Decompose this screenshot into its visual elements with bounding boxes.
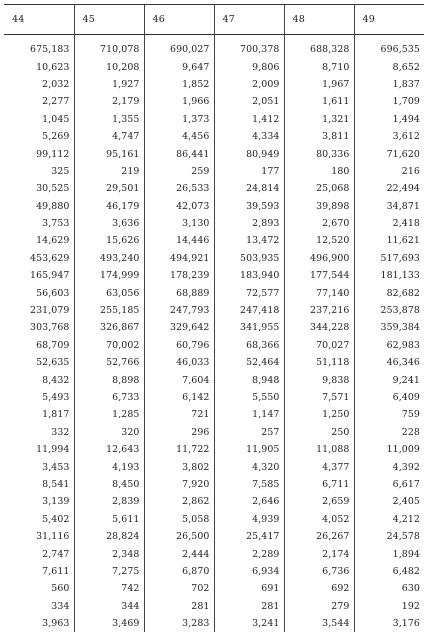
table-cell: 7,585 [214, 476, 284, 493]
table-cell: 2,405 [354, 493, 424, 510]
table-cell: 10,208 [74, 58, 144, 75]
table-cell: 12,643 [74, 441, 144, 458]
table-cell: 77,140 [284, 284, 354, 301]
table-cell: 2,418 [354, 215, 424, 232]
table-cell: 3,636 [74, 215, 144, 232]
table-cell: 31,116 [4, 528, 74, 545]
table-row [4, 598, 424, 615]
table-cell: 29,501 [74, 180, 144, 197]
table-cell: 2,289 [214, 545, 284, 562]
table-cell: 250 [284, 424, 354, 441]
table-cell: 325 [4, 163, 74, 180]
table-cell: 4,320 [214, 458, 284, 475]
table-cell: 503,935 [214, 250, 284, 267]
table-cell: 2,893 [214, 215, 284, 232]
table-row [4, 563, 424, 580]
table-row [4, 163, 424, 180]
table-cell: 1,373 [144, 111, 214, 128]
table-cell: 11,994 [4, 441, 74, 458]
table-row [4, 302, 424, 319]
table-cell: 1,709 [354, 93, 424, 110]
table-cell: 6,482 [354, 563, 424, 580]
table-cell: 24,814 [214, 180, 284, 197]
table-cell: 39,593 [214, 198, 284, 215]
table-cell: 42,073 [144, 198, 214, 215]
table-cell: 68,366 [214, 337, 284, 354]
table-cell: 4,747 [74, 128, 144, 145]
table-cell: 4,193 [74, 458, 144, 475]
table-row [4, 371, 424, 388]
table-cell: 63,056 [74, 284, 144, 301]
table-cell: 281 [214, 598, 284, 615]
table-body [4, 35, 424, 632]
table-cell: 2,179 [74, 93, 144, 110]
table-cell: 11,621 [354, 232, 424, 249]
table-cell: 259 [144, 163, 214, 180]
table-cell: 1,494 [354, 111, 424, 128]
table-cell: 1,817 [4, 406, 74, 423]
table-cell: 332 [4, 424, 74, 441]
table-cell: 237,216 [284, 302, 354, 319]
table-cell: 6,142 [144, 389, 214, 406]
table-cell: 1,321 [284, 111, 354, 128]
table-cell: 1,837 [354, 76, 424, 93]
table-cell: 3,241 [214, 615, 284, 632]
table-cell: 80,336 [284, 145, 354, 162]
table-cell: 8,541 [4, 476, 74, 493]
table-cell: 6,870 [144, 563, 214, 580]
table-cell: 257 [214, 424, 284, 441]
table-cell: 692 [284, 580, 354, 597]
table-cell: 177,544 [284, 267, 354, 284]
table-cell: 3,612 [354, 128, 424, 145]
table-cell: 46,179 [74, 198, 144, 215]
table-cell: 2,277 [4, 93, 74, 110]
table-cell: 1,927 [74, 76, 144, 93]
table-cell: 2,174 [284, 545, 354, 562]
table-cell: 344 [74, 598, 144, 615]
table-row [4, 389, 424, 406]
table-cell: 9,838 [284, 371, 354, 388]
table-row [4, 441, 424, 458]
table-cell: 86,441 [144, 145, 214, 162]
table-cell: 6,617 [354, 476, 424, 493]
table-cell: 710,078 [74, 35, 144, 59]
table-cell: 95,161 [74, 145, 144, 162]
table-row [4, 424, 424, 441]
table-row [4, 528, 424, 545]
table-row [4, 232, 424, 249]
table-cell: 560 [4, 580, 74, 597]
table-cell: 28,824 [74, 528, 144, 545]
table-row [4, 58, 424, 75]
table-cell: 11,088 [284, 441, 354, 458]
table-cell: 71,620 [354, 145, 424, 162]
table-cell: 6,711 [284, 476, 354, 493]
table-cell: 6,736 [284, 563, 354, 580]
table-cell: 359,384 [354, 319, 424, 336]
table-cell: 6,934 [214, 563, 284, 580]
table-cell: 253,878 [354, 302, 424, 319]
table-cell: 49,880 [4, 198, 74, 215]
table-cell: 4,392 [354, 458, 424, 475]
table-cell: 11,905 [214, 441, 284, 458]
year-header-48: 48 [284, 5, 354, 35]
table-cell: 2,659 [284, 493, 354, 510]
year-header-49: 49 [354, 5, 424, 35]
table-cell: 46,346 [354, 354, 424, 371]
table-cell: 11,009 [354, 441, 424, 458]
table-cell: 62,983 [354, 337, 424, 354]
table-row [4, 406, 424, 423]
table-cell: 1,611 [284, 93, 354, 110]
table-row [4, 128, 424, 145]
table-row [4, 511, 424, 528]
table-cell: 14,629 [4, 232, 74, 249]
table-cell: 216 [354, 163, 424, 180]
table-cell: 1,894 [354, 545, 424, 562]
table-cell: 82,682 [354, 284, 424, 301]
table-cell: 341,955 [214, 319, 284, 336]
table-cell: 3,283 [144, 615, 214, 632]
table-cell: 1,285 [74, 406, 144, 423]
document-page [4, 4, 424, 614]
table-cell: 39,898 [284, 198, 354, 215]
table-cell: 4,052 [284, 511, 354, 528]
table-row [4, 337, 424, 354]
table-row [4, 476, 424, 493]
table-cell: 1,966 [144, 93, 214, 110]
table-cell: 231,079 [4, 302, 74, 319]
table-cell: 3,544 [284, 615, 354, 632]
table-cell: 279 [284, 598, 354, 615]
table-cell: 303,768 [4, 319, 74, 336]
table-cell: 2,862 [144, 493, 214, 510]
table-row [4, 76, 424, 93]
table-row [4, 545, 424, 562]
table-cell: 1,967 [284, 76, 354, 93]
table-cell: 1,412 [214, 111, 284, 128]
table-cell: 7,604 [144, 371, 214, 388]
table-cell: 3,176 [354, 615, 424, 632]
table-cell: 2,747 [4, 545, 74, 562]
table-cell: 688,328 [284, 35, 354, 59]
table-cell: 496,900 [284, 250, 354, 267]
table-cell: 5,493 [4, 389, 74, 406]
table-cell: 702 [144, 580, 214, 597]
table-cell: 7,275 [74, 563, 144, 580]
table-cell: 691 [214, 580, 284, 597]
table-cell: 247,418 [214, 302, 284, 319]
table-row [4, 93, 424, 110]
table-cell: 34,871 [354, 198, 424, 215]
table-cell: 8,432 [4, 371, 74, 388]
table-cell: 8,450 [74, 476, 144, 493]
table-cell: 51,118 [284, 354, 354, 371]
table-cell: 742 [74, 580, 144, 597]
table-cell: 1,250 [284, 406, 354, 423]
table-cell: 9,241 [354, 371, 424, 388]
table-cell: 165,947 [4, 267, 74, 284]
table-cell: 759 [354, 406, 424, 423]
table-cell: 180 [284, 163, 354, 180]
table-cell: 1,852 [144, 76, 214, 93]
header-row [4, 5, 424, 35]
table-cell: 5,550 [214, 389, 284, 406]
table-cell: 7,571 [284, 389, 354, 406]
table-cell: 2,009 [214, 76, 284, 93]
table-cell: 99,112 [4, 145, 74, 162]
table-cell: 30,525 [4, 180, 74, 197]
table-cell: 517,693 [354, 250, 424, 267]
table-row [4, 319, 424, 336]
table-cell: 329,642 [144, 319, 214, 336]
table-cell: 3,753 [4, 215, 74, 232]
table-cell: 26,533 [144, 180, 214, 197]
table-cell: 178,239 [144, 267, 214, 284]
table-cell: 690,027 [144, 35, 214, 59]
table-cell: 5,402 [4, 511, 74, 528]
table-cell: 2,348 [74, 545, 144, 562]
table-cell: 219 [74, 163, 144, 180]
table-cell: 3,139 [4, 493, 74, 510]
table-cell: 80,949 [214, 145, 284, 162]
table-cell: 4,377 [284, 458, 354, 475]
table-cell: 5,611 [74, 511, 144, 528]
table-cell: 15,626 [74, 232, 144, 249]
table-cell: 2,444 [144, 545, 214, 562]
table-cell: 174,999 [74, 267, 144, 284]
table-cell: 700,378 [214, 35, 284, 59]
table-cell: 181,133 [354, 267, 424, 284]
table-cell: 4,212 [354, 511, 424, 528]
table-cell: 3,130 [144, 215, 214, 232]
statistics-table [4, 4, 424, 632]
table-cell: 281 [144, 598, 214, 615]
table-cell: 70,002 [74, 337, 144, 354]
table-row [4, 354, 424, 371]
table-cell: 630 [354, 580, 424, 597]
table-cell: 8,898 [74, 371, 144, 388]
table-cell: 6,409 [354, 389, 424, 406]
table-cell: 5,269 [4, 128, 74, 145]
table-cell: 320 [74, 424, 144, 441]
table-cell: 26,267 [284, 528, 354, 545]
table-cell: 675,183 [4, 35, 74, 59]
year-header-45: 45 [74, 5, 144, 35]
table-row [4, 215, 424, 232]
table-cell: 2,839 [74, 493, 144, 510]
year-header-47: 47 [214, 5, 284, 35]
table-row [4, 493, 424, 510]
table-cell: 183,940 [214, 267, 284, 284]
table-cell: 72,577 [214, 284, 284, 301]
table-cell: 453,629 [4, 250, 74, 267]
table-row [4, 35, 424, 59]
table-cell: 247,793 [144, 302, 214, 319]
table-cell: 3,802 [144, 458, 214, 475]
table-cell: 4,456 [144, 128, 214, 145]
table-cell: 192 [354, 598, 424, 615]
table-cell: 9,806 [214, 58, 284, 75]
table-cell: 1,355 [74, 111, 144, 128]
table-cell: 3,963 [4, 615, 74, 632]
table-cell: 10,623 [4, 58, 74, 75]
table-cell: 255,185 [74, 302, 144, 319]
table-cell: 228 [354, 424, 424, 441]
table-cell: 70,027 [284, 337, 354, 354]
table-cell: 721 [144, 406, 214, 423]
table-row [4, 250, 424, 267]
table-row [4, 145, 424, 162]
table-cell: 14,446 [144, 232, 214, 249]
table-cell: 3,811 [284, 128, 354, 145]
table-cell: 493,240 [74, 250, 144, 267]
table-cell: 26,500 [144, 528, 214, 545]
year-header-44: 44 [4, 5, 74, 35]
table-cell: 177 [214, 163, 284, 180]
table-cell: 296 [144, 424, 214, 441]
table-cell: 13,472 [214, 232, 284, 249]
table-row [4, 111, 424, 128]
table-cell: 52,766 [74, 354, 144, 371]
table-cell: 7,611 [4, 563, 74, 580]
table-cell: 326,867 [74, 319, 144, 336]
table-cell: 3,469 [74, 615, 144, 632]
table-cell: 2,646 [214, 493, 284, 510]
table-cell: 334 [4, 598, 74, 615]
table-cell: 696,535 [354, 35, 424, 59]
table-cell: 2,032 [4, 76, 74, 93]
table-cell: 60,796 [144, 337, 214, 354]
table-cell: 1,147 [214, 406, 284, 423]
table-cell: 4,939 [214, 511, 284, 528]
table-header [4, 5, 424, 35]
table-cell: 46,033 [144, 354, 214, 371]
table-cell: 11,722 [144, 441, 214, 458]
table-cell: 56,603 [4, 284, 74, 301]
table-row [4, 580, 424, 597]
table-cell: 22,494 [354, 180, 424, 197]
table-cell: 494,921 [144, 250, 214, 267]
table-cell: 68,709 [4, 337, 74, 354]
table-row [4, 180, 424, 197]
table-cell: 8,652 [354, 58, 424, 75]
table-row [4, 267, 424, 284]
table-cell: 344,228 [284, 319, 354, 336]
table-cell: 25,068 [284, 180, 354, 197]
table-row [4, 284, 424, 301]
table-row [4, 615, 424, 632]
table-cell: 6,733 [74, 389, 144, 406]
table-cell: 3,453 [4, 458, 74, 475]
table-cell: 7,920 [144, 476, 214, 493]
table-cell: 24,578 [354, 528, 424, 545]
table-cell: 2,670 [284, 215, 354, 232]
year-header-46: 46 [144, 5, 214, 35]
table-cell: 12,520 [284, 232, 354, 249]
table-cell: 4,334 [214, 128, 284, 145]
table-cell: 68,889 [144, 284, 214, 301]
table-cell: 25,417 [214, 528, 284, 545]
table-cell: 52,635 [4, 354, 74, 371]
table-cell: 8,710 [284, 58, 354, 75]
table-row [4, 198, 424, 215]
table-cell: 2,051 [214, 93, 284, 110]
table-cell: 9,647 [144, 58, 214, 75]
table-cell: 8,948 [214, 371, 284, 388]
table-cell: 52,464 [214, 354, 284, 371]
table-row [4, 458, 424, 475]
table-cell: 1,045 [4, 111, 74, 128]
table-cell: 5,058 [144, 511, 214, 528]
